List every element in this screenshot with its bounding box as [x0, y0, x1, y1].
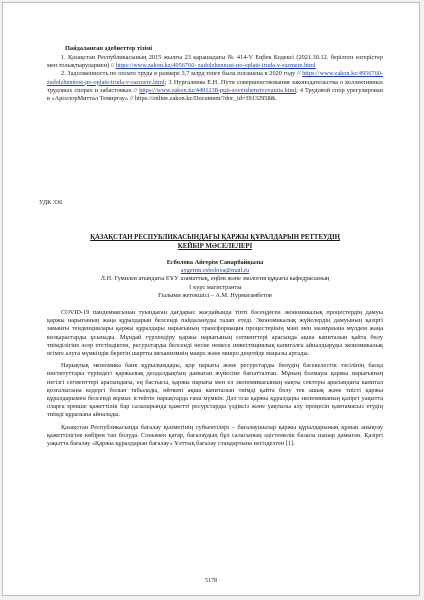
reference-4-text: ; 4 Трудовой спор урегулирован в «АрселорМиттал Темиртау» // https://online.zakon.kz/Document/?doc_id=39132958&.: [47, 86, 383, 103]
author-block: [47, 259, 383, 300]
article-title: [47, 233, 383, 251]
document-page: [2, 2, 420, 596]
reference-1: [47, 54, 383, 70]
paragraph-3: Қазақстан Республикасында бағалау қызметінің субъектілері – бағалаушылар қаржы құралдарының құнын анықтау қажеттілігіне көбірек тап болуда. Сонымен қатар, бағалаудың бұл саласының әдістемелік базасы нашар дамыған. Қазіргі уақытта бағалау «Қаржы құралдарын бағалау» Ұлттық бағалау стандартына негізделген [1].: [47, 423, 383, 448]
title-line-2: КЕЙБІР МӘСЕЛЕЛЕРІ: [177, 243, 253, 250]
page-number: 5178: [205, 578, 217, 584]
reference-3-link[interactable]: https://www.zakon.kz/4491238-puti-sovershenstvovaniia.html: [139, 86, 297, 94]
author-course: 1 курс магистранты: [188, 283, 242, 291]
reference-3-text: ; 3 Нургалиева Е.Н. Пути совершенствования законодательства о коллективных трудовых спорах и забастовках //: [47, 78, 383, 94]
references-heading: Пайдаланған әдебиеттер тізімі: [65, 45, 153, 52]
author-name: Есболова Айгерім Сапарбайқызы: [166, 259, 264, 266]
author-affiliation: Л.Н. Гумилев атындағы ЕҰУ азаматтық, еңбек және экология құқығы кафедрасының: [100, 275, 330, 283]
reference-1-text: 1. Қазақстан Республикасының 2015 жылғы 23 қарашадағы № 414-V Еңбек Кодексі (2021.30.12. берілген өзгерістер мен толықтырулармен) //: [47, 54, 383, 70]
scientific-advisor: Ғылыми жетекшісі – А.М. Нурмагамбетов: [158, 291, 272, 299]
udk-code: УДК 336: [39, 199, 63, 206]
reference-2: [47, 70, 383, 103]
paragraph-1: COVID-19 пандемиясынан туындаған дағдарыс жағдайында тіпті бәсеңдеген экономикалық процестердің дамуы қаржы нарығының жаңа құралдарын белсенді пайдалануды талап етеді. Экономикалық жүйелердің дамуының қазіргі заманғы тенденциялары қаржы құралдары нарығының трансформация процестерінің мәні мен мазмұнына мүлдем жаңа көзқарастарды ұсынады. Мұндай түрлендіру қаржы нарығының сегменттері арасында ақша капиталын қайта бөлу тиімділігіне әсер ететіндіктен, ресурстарды белсенді несие немесе инвестициялық капиталға айналдыруды экономикалық өсімге алуға мүмкіндік беретін шартты механизмнің макро және микро деңгейде маңызы артады.: [47, 309, 383, 358]
title-line-1: ҚАЗАҚСТАН РЕСПУБЛИКАСЫНДАҒЫ ҚАРЖЫ ҚҰРАЛДАРЫН РЕТТЕУДІҢ: [90, 234, 340, 241]
paragraph-2: Нарықтық экономика банк құрылымдары, қор нарығы және ресурстарды бөлудің бәсекелестік тәсілінің басқа институттары түріндегі қаржылық делдалдықтың дамыған жүйесіне бағытталған. Мұның болмауы қаржы нарығының негізгі сегменттері арасындағы, ең бастысы, қаржы нарығы мен ел экономикасының нақты секторы арасындағы капитал қозғалысына кедергі болып табылады, өйткені ақша капиталын тиімді қайта бөлу тек ашық және тиісті қаржы құралдарымен белсенді жұмыс істейтін нарықтарда ғана мүмкін. Дәл осы қаржы құралдары экономиканың қазіргі уақытта оларға ерекше қажеттілік бар салаларында қажетті ресурстарды үздіксіз және уақтылы алу процесін қамтамасыз етудің тиімді құралына айналады.: [47, 362, 383, 419]
reference-2-text: 2. Задолженность по оплате труда в размере 3,7 млрд тенге была погашена в 2020 году //: [61, 70, 301, 78]
author-email[interactable]: aygerim.esbolova@mail.ru: [180, 267, 250, 275]
reference-2-link[interactable]: https://www.zakon.kz/4956760-zadolzhennost-po-oplate-truda-v-razmere.html: [47, 70, 383, 86]
reference-list: [47, 54, 383, 103]
article-body: [47, 309, 383, 448]
reference-1-link[interactable]: https://www.zakon.kz/4956760- zadolzhennost-po-oplate-truda-v-razmere.html: [115, 62, 316, 70]
